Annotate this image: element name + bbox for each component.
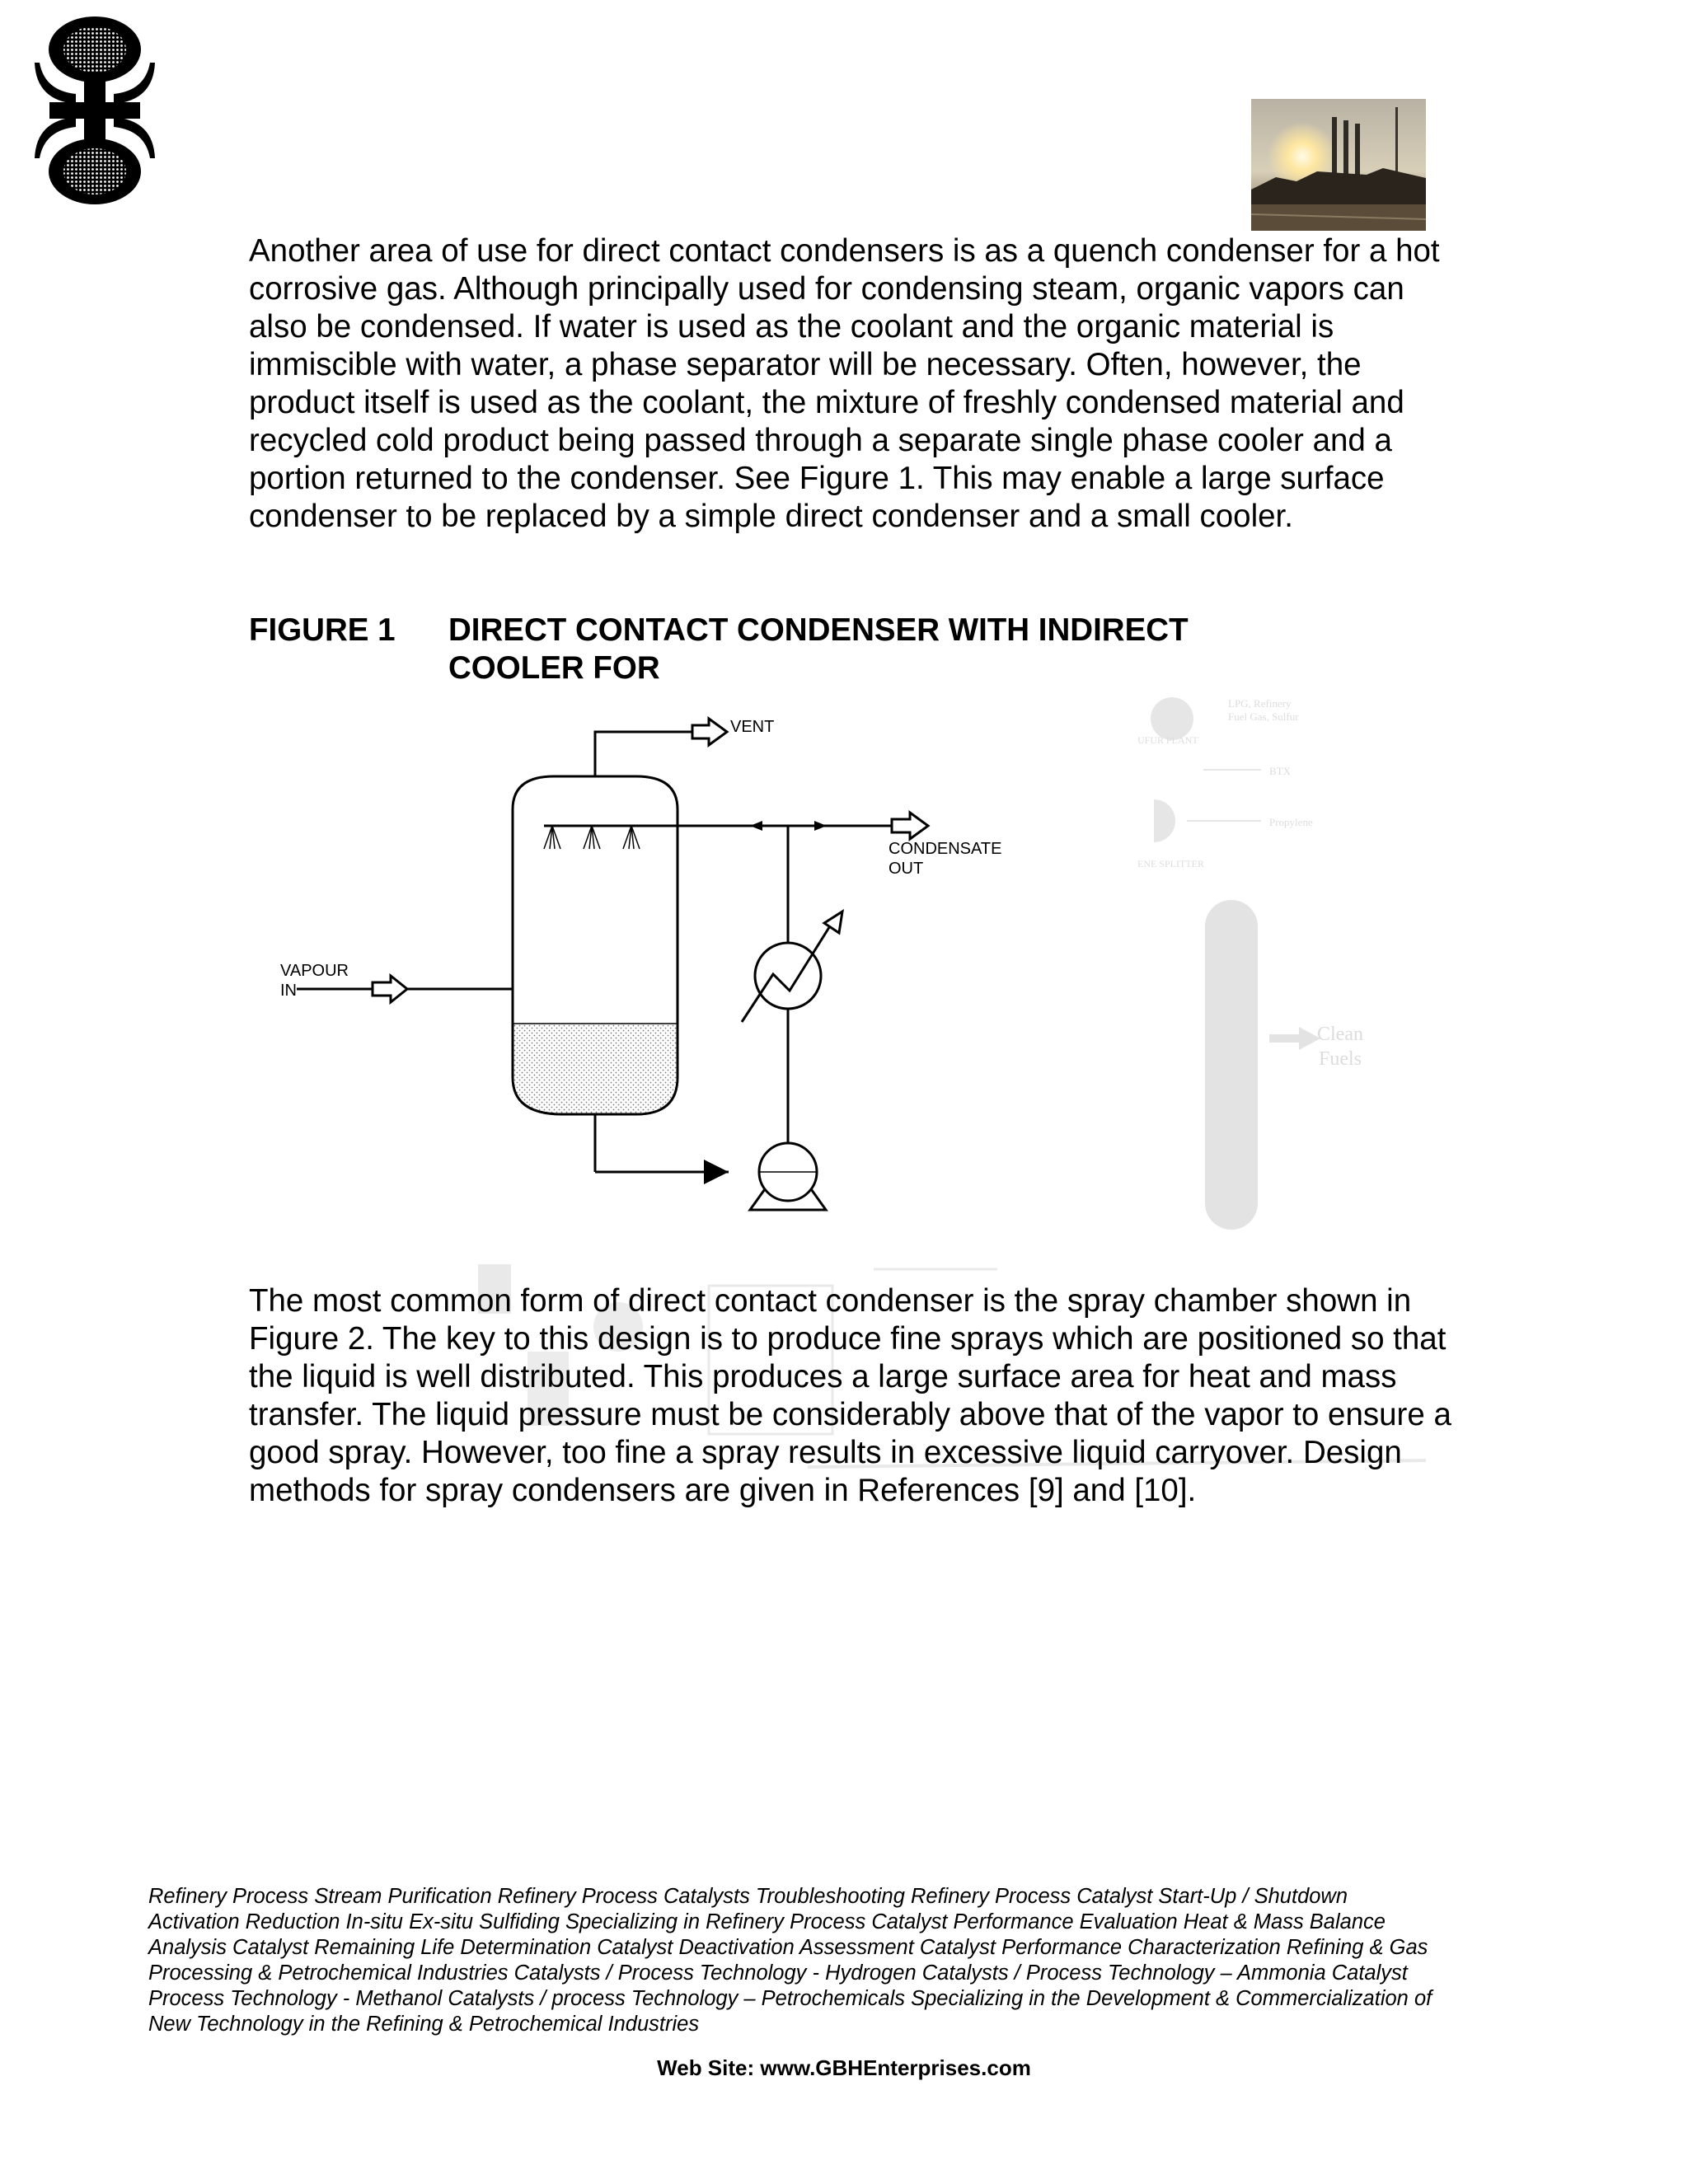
ghost-label-4: BTX xyxy=(1269,765,1291,777)
company-logo xyxy=(33,15,157,206)
condensate-label: CONDENSATE xyxy=(889,840,1002,858)
vent-label: VENT xyxy=(730,718,775,736)
ghost-label-1: LPG, Refinery xyxy=(1228,697,1292,710)
pump xyxy=(750,1143,826,1210)
ghost-label-8: Fuels xyxy=(1319,1048,1362,1070)
figure-title: DIRECT CONTACT CONDENSER WITH INDIRECT COOLER FOR xyxy=(448,612,1189,686)
intro-paragraph: Another area of use for direct contact condensers is as a quench condenser for a hot corrosive gas. Although principally used for condensing steam, organic vapors can also be condensed. If water is used as the coolant and the organic material is immiscible with water, a phase separator will be necessary. Often, however, the product itself is used as the coolant, the mixture of freshly condensed material and recycled cold product being passed through a separate single phase cooler and a portion returned to the condenser. See Figure 1. This may enable a large surface condenser to be replaced by a simple direct condenser and a small cooler. xyxy=(249,233,1440,534)
condenser-diagram xyxy=(264,701,1055,1261)
cooler xyxy=(742,912,842,1022)
website-link[interactable]: Web Site: www.GBHEnterprises.com xyxy=(657,2055,1031,2080)
vapour-label-2: IN xyxy=(280,982,297,1000)
ghost-label-2: Fuel Gas, Sulfur xyxy=(1228,710,1299,723)
figure-number: FIGURE 1 xyxy=(249,612,396,648)
faded-process-graphic xyxy=(1137,684,1434,1261)
refinery-photo xyxy=(1251,99,1426,231)
vapour-label: VAPOUR xyxy=(280,962,349,980)
ghost-label-7: Clean xyxy=(1317,1024,1363,1045)
footer-services: Refinery Process Stream Purification Refinery Process Catalysts Troubleshooting Refinery Process Catalyst Start-Up / Shutdown Activation Reduction In-situ Ex-situ Sulfiding Specializing in Refinery Process Catalyst Performance Evaluation Heat & Mass Balance Analysis Catalyst Remaining Life Determination Catalyst Deactivation Assessment Catalyst Performance Characterization Refining & Gas Processing & Petrochemical Industries Catalysts / Process Technology - Hydrogen Catalysts / Process Technology – Ammonia Catalyst Process Technology - Methanol Catalysts / process Technology – Petrochemicals Specializing in the Development & Commercialization of New Technology in the Refining & Petrochemical Industries xyxy=(148,1885,1432,2036)
ghost-label-3: UFUR PLANT xyxy=(1137,734,1198,746)
spray-chamber-paragraph: The most common form of direct contact condenser is the spray chamber shown in Figure 2. The key to this design is to produce fine sprays which are positioned so that the liquid is well distributed. This produces a large surface area for heat and mass transfer. The liquid pressure must be considerably above that of the vapor to ensure a good spray. However, too fine a spray results in excessive liquid carryover. Design methods for spray condensers are given in References [9] and [10]. xyxy=(249,1283,1451,1508)
ghost-label-5: Propylene xyxy=(1269,816,1313,828)
condensate-label-2: OUT xyxy=(889,860,924,878)
ghost-label-6: ENE SPLITTER xyxy=(1137,858,1204,869)
